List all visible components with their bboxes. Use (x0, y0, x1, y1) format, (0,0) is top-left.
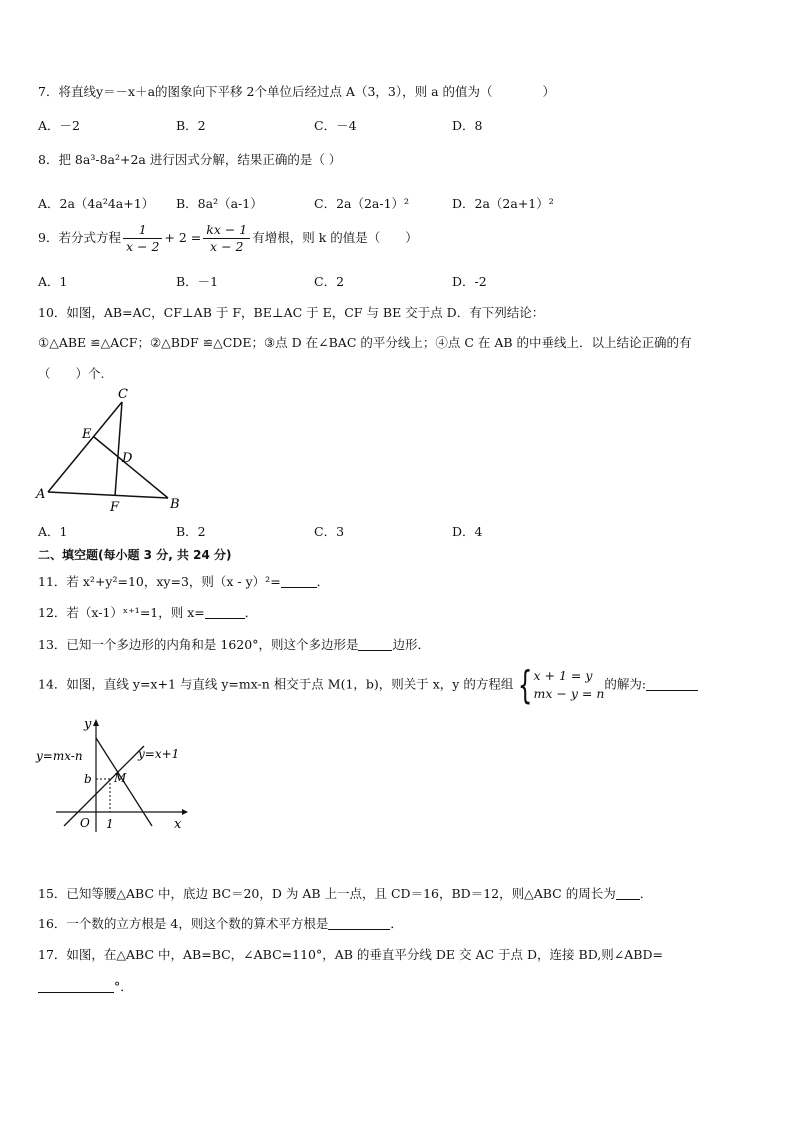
q13-text: 13．已知一个多边形的内角和是 1620°，则这个多边形是 (38, 637, 359, 652)
q10-option-d: D．4 (452, 524, 483, 539)
q12 (38, 605, 257, 620)
q8-option-d: D．2a（2a+1）² (452, 196, 554, 211)
q14-x-axis-label: x (174, 817, 182, 832)
q10-option-a: A．1 (38, 524, 68, 539)
q14-answer-blank[interactable] (646, 678, 698, 691)
q16-end: ． (390, 916, 403, 931)
q14-end: 的解为: (604, 676, 647, 692)
q8-option-a: A．2a（4a²4a+1） (38, 196, 155, 211)
q7-option-c: C．－4 (314, 118, 357, 133)
q10-line-2: ①△ABE ≌△ACF；②△BDF ≌△CDE；③点 D 在∠BAC 的平分线上；④点 C 在 AB 的中垂线上．以上结论正确的有 (38, 335, 692, 350)
q7-stem: 7．将直线y＝－x＋a的图象向下平移 2个单位后经过点 A（3，3），则 a 的值为（ ） (38, 84, 555, 99)
q12-text: 12．若（x-1）ˣ⁺¹=1，则 x= (38, 605, 205, 620)
q14 (38, 663, 698, 707)
q14-equation-2: mx − y = n (533, 686, 605, 701)
q14-text: 14．如图，直线 y=x+1 与直线 y=mx-n 相交于点 M(1，b)，则关于 x，y 的方程组 (38, 676, 514, 692)
q8-stem: 8．把 8a³-8a²+2a 进行因式分解，结果正确的是（ ） (38, 152, 342, 167)
q7-option-b: B．2 (176, 118, 206, 133)
q10-label-d: D (122, 451, 133, 466)
q14-coordinate-figure (34, 716, 194, 836)
q9-suffix: 有增根，则 k 的值是（ ） (252, 230, 418, 245)
q9-frac2-numerator: kx − 1 (203, 222, 250, 239)
q14-equation-1: x + 1 = y (533, 668, 593, 683)
q9-frac1-denominator: x − 2 (125, 239, 160, 254)
q11-text: 11．若 x²+y²=10，xy=3，则（x - y）²= (38, 574, 281, 589)
q10-option-c: C．3 (314, 524, 345, 539)
q16 (38, 916, 403, 931)
q17-line-1: 17．如图，在△ABC 中，AB=BC，∠ABC=110°，AB 的垂直平分线 DE 交 AC 于点 D，连接 BD,则∠ABD= (38, 947, 663, 962)
q9-mid: + 2 = (164, 230, 202, 245)
q9-stem (38, 222, 418, 255)
q9-prefix: 9．若分式方程 (38, 230, 121, 245)
q9-fraction-2 (203, 222, 250, 255)
q11-answer-blank[interactable] (281, 575, 317, 588)
q8-option-c: C．2a（2a-1）² (314, 196, 410, 211)
q9-fraction-1 (123, 222, 162, 255)
q10-label-c: C (118, 387, 128, 402)
q9-option-c: C．2 (314, 274, 345, 289)
q10-option-b: B．2 (176, 524, 206, 539)
q9-option-d: D．-2 (452, 274, 487, 289)
q13-end: 边形． (392, 637, 430, 652)
q11-end: ． (316, 574, 330, 589)
q14-origin-label: O (80, 816, 90, 830)
q7-option-d: D．8 (452, 118, 483, 133)
q14-equation-system (534, 667, 605, 703)
q14-line-x1-label: y=x+1 (138, 747, 180, 761)
q8-option-b: B．8a²（a-1） (176, 196, 263, 211)
q17-end: °． (114, 979, 133, 994)
q13-answer-blank[interactable] (358, 638, 392, 651)
q14-m-label: M (114, 771, 127, 785)
q14-y-axis-label: y (84, 717, 92, 732)
q15-answer-blank[interactable] (616, 887, 640, 900)
q7-option-a: A．－2 (38, 118, 80, 133)
q15 (38, 886, 652, 901)
q15-end: ． (639, 886, 653, 901)
q17-line-2 (38, 979, 133, 994)
q10-triangle-figure (32, 384, 192, 514)
q11 (38, 574, 329, 589)
q9-option-b: B．－1 (176, 274, 219, 289)
q10-line-1: 10．如图，AB=AC，CF⊥AB 于 F，BE⊥AC 于 E，CF 与 BE 交于点 D．有下列结论： (38, 305, 545, 320)
q15-text: 15．已知等腰△ABC 中，底边 BC＝20，D 为 AB 上一点，且 CD＝16，BD＝12，则△ABC 的周长为 (38, 886, 616, 901)
q16-text: 16．一个数的立方根是 4，则这个数的算术平方根是 (38, 916, 329, 931)
q16-answer-blank[interactable] (328, 917, 390, 930)
q10-label-e: E (82, 427, 92, 442)
section-2-heading: 二、填空题(每小题 3 分, 共 24 分) (38, 548, 232, 562)
q14-line-mx-n-label: y=mx-n (36, 749, 83, 763)
q9-frac1-numerator: 1 (123, 222, 162, 239)
q9-option-a: A．1 (38, 274, 68, 289)
q14-tick-1-label: 1 (106, 817, 114, 831)
q14-b-label: b (84, 772, 92, 786)
q10-label-b: B (170, 497, 180, 512)
q12-end: ． (244, 605, 258, 620)
q12-answer-blank[interactable] (205, 606, 245, 619)
q13 (38, 637, 430, 652)
q14-system-brace: { (518, 663, 533, 707)
q17-answer-blank[interactable] (38, 980, 114, 993)
q9-frac2-denominator: x − 2 (210, 239, 244, 254)
q10-label-f: F (110, 500, 120, 514)
q10-line-3: （ ）个. (38, 366, 105, 381)
q10-label-a: A (36, 487, 46, 502)
